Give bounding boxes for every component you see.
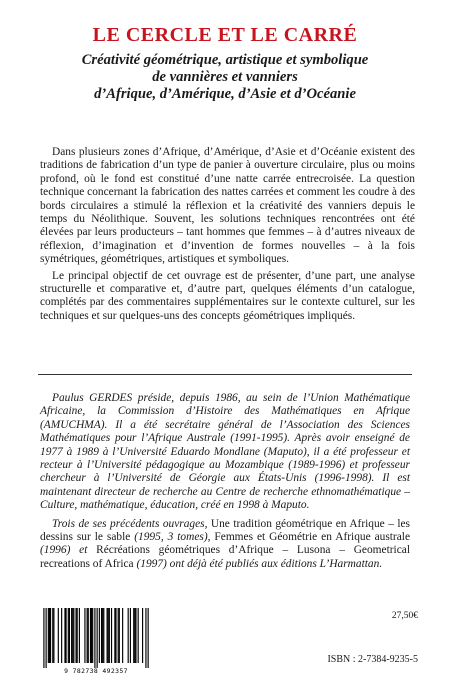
bio-paragraph-2 [40,518,410,572]
barcode-bars [40,608,152,668]
barcode-bar [135,608,136,663]
section-divider [38,374,412,375]
barcode-bar [107,608,108,663]
author-bio [40,392,410,571]
barcode-bar [115,608,116,663]
barcode-bar [99,608,100,663]
book-title: LE CERCLE ET LE CARRÉ [92,24,358,46]
barcode-bar [73,608,74,663]
barcode-bar [102,608,103,663]
price: 27,50€ [391,611,418,621]
barcode-bar [97,608,98,668]
barcode-bar [130,608,131,663]
subtitle-line-2: de vannières et vanniers [152,69,298,85]
barcode-bar [108,608,109,663]
barcode-bar [109,608,110,663]
barcode-bar [119,608,120,663]
book-title-ref-3: Récréations géométriques d’Afrique – Lusona – Geometrical recreations of Africa [40,544,410,570]
barcode-digits: 9 782738 492357 [64,667,128,675]
barcode-bar [88,608,89,663]
barcode-bar [61,608,62,663]
book-title-ref-1: Une tradition géométrique en Afrique – les dessins sur le sable [40,517,410,544]
barcode-bar [118,608,119,663]
barcode-bar [48,608,49,663]
subtitle-line-3: d’Afrique, d’Amérique, d’Asie et d’Océanie [94,86,356,102]
bio-text: (1995, 3 tomes), [130,531,215,544]
barcode-bar [87,608,88,663]
barcode-bar [138,608,139,663]
intro-paragraph-2: Le principal objectif de cet ouvrage est de présenter, d’une part, une analyse structurelle et comparative et, d’autre part, quelques éléments d’un catalogue, complétés par des commentaires supplémentaires sur le contexte culturel, sur les techniques et sur quelques-uns des concepts géométriques impliqués. [40,269,415,322]
barcode-bar [101,608,102,663]
barcode-bar [79,608,80,663]
barcode-bar [114,608,115,663]
barcode-bar [111,608,112,663]
barcode-bar [46,608,47,668]
barcode-bar [52,608,53,663]
book-subtitle [20,52,430,103]
barcode-bar [145,608,146,668]
barcode-bar [77,608,78,663]
barcode-bar [94,608,95,668]
barcode-bar [68,608,69,663]
bio-paragraph-1: Paulus GERDES préside, depuis 1986, au sein de l’Union Mathématique Africaine, la Commission d’Histoire des Mathématiques en Afrique (AMUCHMA). Il a été secrétaire général de l’Association des Sciences Mathématiques pour l’Afrique Australe (1991-1995). Après avoir enseigné de 1977 à 1989 à l’Université Eduardo Mondlane (Maputo), il a été professeur et recteur à l’Université pédagogique au Mozambique (1989-1996) et professeur chercheur à l’Université de Géorgie aux États-Unis (1996-1998). Il est maintenant directeur de recherche au Centre de recherche ethnomathématique – Culture, mathématique, éducation, créé en 1998 à Maputo. [40,392,410,512]
isbn: ISBN : 2-7384-9235-5 [327,654,418,665]
barcode-bar [64,608,65,663]
barcode-bar [43,608,44,668]
book-title-ref-2: Femmes et Géométrie en Afrique australe [214,531,411,544]
barcode-bar [53,608,54,663]
subtitle-line-1: Créativité géométrique, artistique et symbolique [81,52,369,68]
barcode-bar [69,608,70,663]
barcode-bar [75,608,76,663]
intro-text [40,146,415,323]
barcode-bar [49,608,50,663]
intro-paragraph-1: Dans plusieurs zones d’Afrique, d’Amérique, d’Asie et d’Océanie existent des traditions de fabrication d’un type de panier à ouverture circulaire, plus ou moins profond, où le fond est constitué d’une natte carrée entrecroisée. La question technique concernant la fabrication des nattes carrées et comment les coudre à des bords circulaires a stimulé la réflexion et la créativité des vanniers depuis le temps du Néolithique. Souvent, les solutions techniques rencontrées ont été élevées par leurs producteurs – tant hommes que femmes – à d’autres niveaux de réflexion, d’imagination et d’invention de formes nouvelles – à la fois symétriques, géométriques, artistiques et symboliques. [40,146,415,266]
bio-text: (1997) ont déjà été publiés aux éditions L’Harmattan. [133,557,383,570]
barcode-bar [92,608,93,663]
barcode-bar [103,608,104,663]
barcode-bar [66,608,67,663]
barcode-bar [122,608,123,663]
barcode-bar [142,608,143,663]
barcode-bar [133,608,134,663]
barcode-bar [58,608,59,663]
barcode-bar [90,608,91,663]
barcode-bar [91,608,92,663]
bio-text: Trois de ses précédents ouvrages, [52,517,211,530]
bio-text: (1996) et [40,544,97,557]
barcode-bar [71,608,72,663]
barcode-bar [128,608,129,663]
ean-barcode [40,608,152,676]
barcode-bar [50,608,51,663]
barcode-bar [84,608,85,663]
barcode-bar [72,608,73,663]
barcode-bar [134,608,135,663]
barcode-bar [148,608,149,668]
